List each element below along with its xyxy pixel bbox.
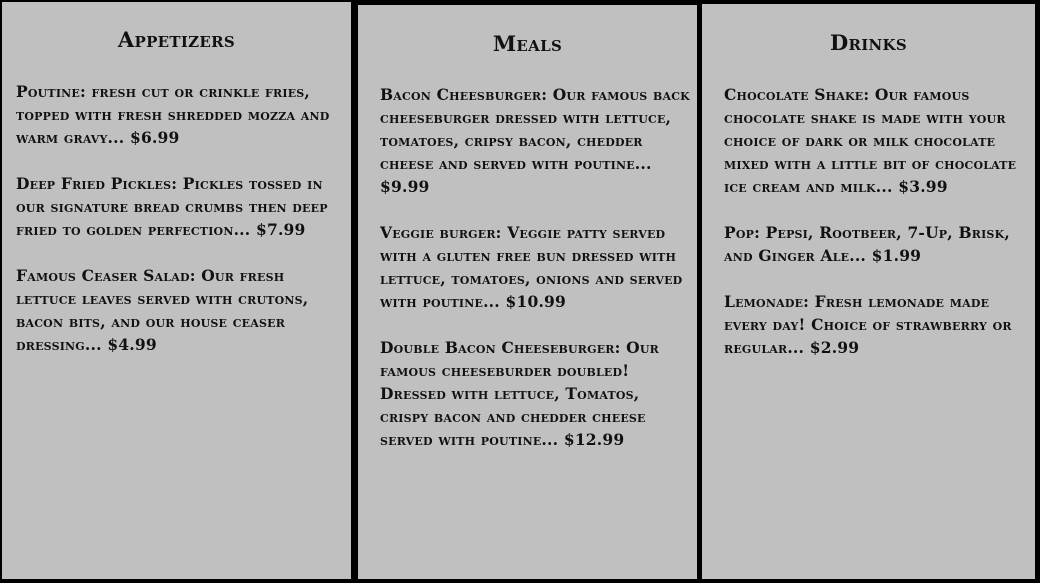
meals-title: Meals	[492, 31, 563, 56]
menu-item-price: $3.99	[898, 177, 948, 196]
meals-list	[380, 83, 690, 474]
menu-item-description: Veggie burger: Veggie patty served with a gluten free bun dressed with lettuce, tomatoes, onions and served with poutine...	[380, 223, 683, 311]
drinks-panel	[702, 4, 1035, 579]
appetizers-title: Appetizers	[117, 27, 236, 52]
appetizers-panel	[2, 2, 351, 579]
menu-item-price: $9.99	[380, 177, 430, 196]
menu-item-poutine	[16, 80, 336, 149]
menu-item-description: Deep Fried Pickles: Pickles tossed in our signature bread crumbs then deep fried to golden perfection...	[16, 174, 328, 239]
menu-item-price: $12.99	[563, 430, 625, 449]
menu-item-description: Double Bacon Cheeseburger: Our famous cheeseburder doubled! Dressed with lettuce, Tomatos, crispy bacon and chedder cheese served with poutine...	[380, 338, 659, 449]
drinks-title: Drinks	[829, 30, 908, 55]
menu-item-description: Bacon Cheesburger: Our famous back cheeseburger dressed with lettuce, tomatoes, cripsy bacon, chedder cheese and served with poutine...	[380, 85, 690, 173]
meals-panel	[358, 5, 697, 579]
drinks-list	[724, 83, 1029, 382]
menu-item-price: $1.99	[871, 246, 922, 265]
menu-item-deep-fried-pickles	[16, 172, 336, 241]
menu-item-veggie-burger	[380, 221, 690, 313]
menu-item-bacon-cheeseburger	[380, 83, 690, 198]
appetizers-list	[16, 80, 336, 379]
menu-item-pop	[724, 221, 1029, 267]
menu-item-price: $2.99	[809, 338, 860, 357]
menu-item-chocolate-shake	[724, 83, 1029, 198]
menu-item-ceaser-salad	[16, 264, 336, 356]
menu-item-price: $6.99	[129, 128, 180, 147]
menu-item-description: Poutine: fresh cut or crinkle fries, topped with fresh shredded mozza and warm gravy...	[16, 82, 330, 147]
menu-item-description: Pop: Pepsi, Rootbeer, 7-Up, Brisk, and Ginger Ale...	[724, 223, 1010, 265]
menu-item-description: Famous Ceaser Salad: Our fresh lettuce leaves served with crutons, bacon bits, and our house ceaser dressing...	[16, 266, 309, 354]
menu-item-description: Chocolate Shake: Our famous chocolate shake is made with your choice of dark or milk chocolate mixed with a little bit of chocolate ice cream and milk...	[724, 85, 1017, 196]
menu-item-price: $4.99	[107, 335, 157, 354]
menu-item-price: $10.99	[505, 292, 567, 311]
menu-item-lemonade	[724, 290, 1029, 359]
menu-item-description: Lemonade: Fresh lemonade made every day! Choice of strawberry or regular...	[724, 292, 1012, 357]
menu-item-double-bacon-cheeseburger	[380, 336, 690, 451]
menu-item-price: $7.99	[255, 220, 306, 239]
